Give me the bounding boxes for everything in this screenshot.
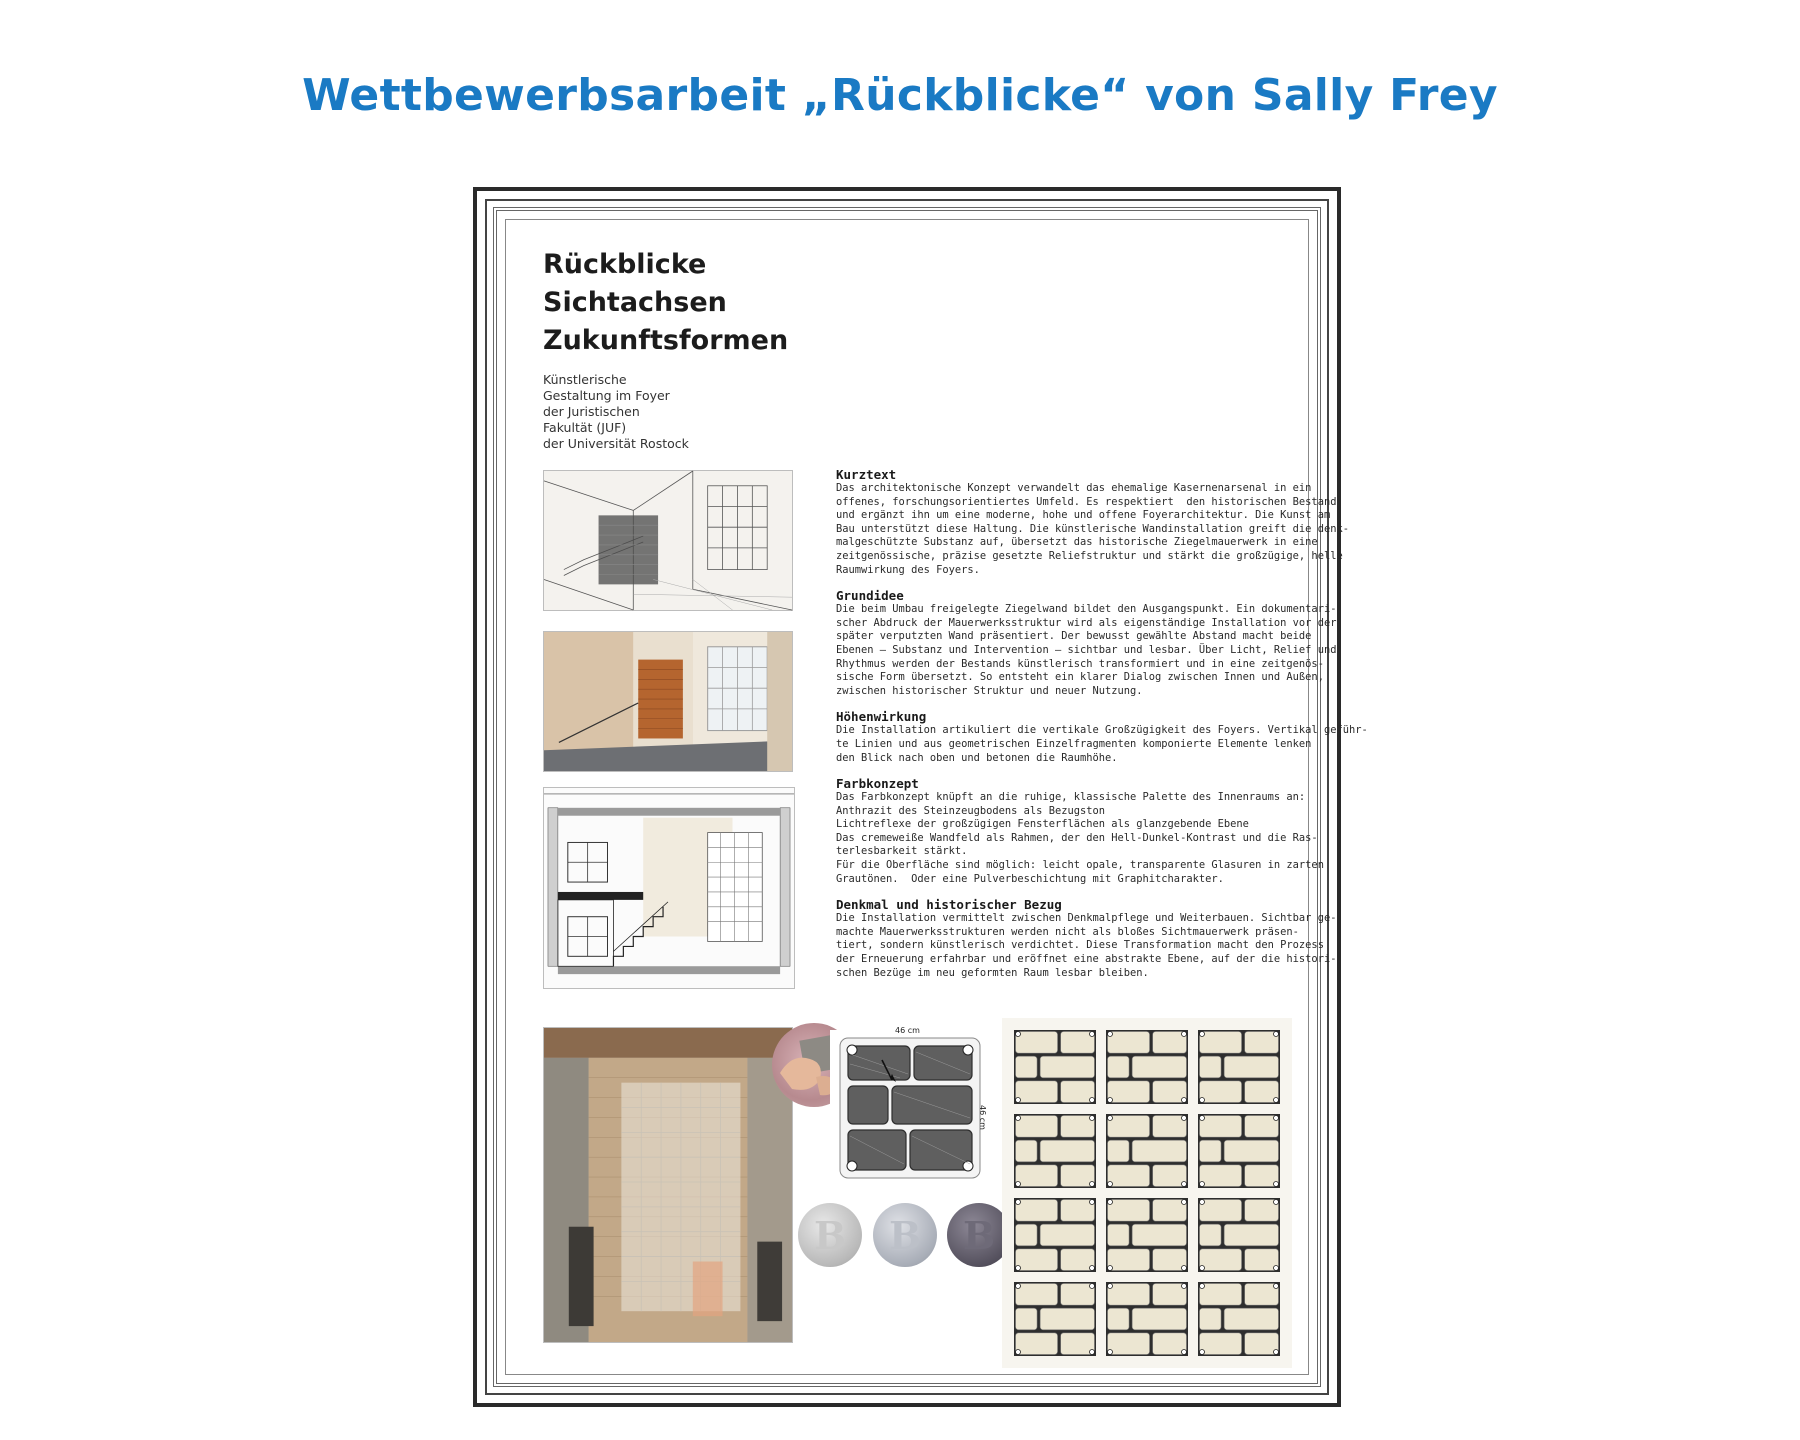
text-line: zwischen historischer Struktur und neuer Nutzung. [836, 684, 1143, 697]
text-line: machte Mauerwerksstrukturen werden nicht als bloßes Sichtmauerwerk präsen- [836, 925, 1299, 938]
text-section-farbkonzept [836, 776, 1324, 886]
text-line: der Erneuerung erfahrbar und eröffnet eine abstrakte Ebene, auf der die histori- [836, 953, 1337, 966]
text-line: Die Installation vermittelt zwischen Denkmalpflege und Weiterbauen. Sichtbar ge- [836, 912, 1337, 925]
text-line: malgeschützte Substanz auf, übersetzt das historische Ziegelmauerwerk in eine [836, 536, 1318, 549]
text-line: offenes, forschungsorientiertes Umfeld. Es respektiert den historischen Bestand [836, 495, 1337, 508]
tile-height-label: 46 cm [978, 1105, 987, 1130]
brick-tile [1014, 1282, 1096, 1356]
brick-tile [1198, 1282, 1280, 1356]
text-line: Das architektonische Konzept verwandelt das ehemalige Kasernenarsenal in ein [836, 482, 1312, 494]
text-line: te Linien und aus geometrischen Einzelfragmenten komponierte Elemente lenken [836, 737, 1312, 750]
text-line: Grautönen. Oder eine Pulverbeschichtung mit Graphitcharakter. [836, 872, 1224, 885]
relief-tile-image [830, 1030, 990, 1190]
text-section-kurztext [836, 467, 1349, 577]
text-line: sische Form übersetzt. So entsteht ein klarer Dialog zwischen Innen und Außen, [836, 671, 1324, 684]
section-drawing-image [543, 787, 795, 989]
poster-headline [543, 246, 788, 360]
poster-subtitle [543, 372, 689, 452]
text-line: Für die Oberfläche sind möglich: leicht opale, transparente Glasuren in zarten [836, 859, 1324, 872]
subtitle-line: Künstlerische [543, 372, 627, 387]
foyer-sketch-image [543, 470, 793, 611]
text-line: den Blick nach oben und betonen die Raumhöhe. [836, 751, 1118, 764]
brick-tile [1198, 1198, 1280, 1272]
brick-wall-photo [543, 1027, 793, 1343]
tile-width-label: 46 cm [895, 1026, 920, 1035]
text-section-hoehenwirkung [836, 709, 1368, 765]
text-line: Bau unterstützt diese Haltung. Die künstlerische Wandinstallation greift die denk- [836, 522, 1349, 535]
text-line: scher Abdruck der Mauerwerksstruktur wird als eigenständige Installation vor der [836, 616, 1337, 629]
brick-tile [1014, 1030, 1096, 1104]
section-heading: Farbkonzept [836, 776, 919, 792]
headline-line: Sichtachsen [543, 287, 727, 318]
text-line: Ebenen – Substanz und Intervention – sichtbar und lesbar. Über Licht, Relief und [836, 643, 1337, 656]
text-line: Die beim Umbau freigelegte Ziegelwand bildet den Ausgangspunkt. Ein dokumentari- [836, 603, 1337, 616]
brick-tile [1106, 1282, 1188, 1356]
text-line: später verputzten Wand präsentiert. Der bewusst gewählte Abstand macht beide [836, 630, 1312, 643]
text-line: Die Installation artikuliert die vertikale Großzügigkeit des Foyers. Vertikal geführ- [836, 724, 1368, 737]
text-line: schen Bezüge im neu geformten Raum lesbar bleiben. [836, 966, 1149, 979]
brick-tile [1014, 1114, 1096, 1188]
text-line: Rhythmus werden der Bestands künstlerisch transformiert und in eine zeitgenös- [836, 657, 1324, 670]
page-title: Wettbewerbsarbeit „Rückblicke“ von Sally Frey [302, 70, 1498, 121]
brick-tile [1106, 1114, 1188, 1188]
brick-tile [1198, 1114, 1280, 1188]
brick-tile [1106, 1198, 1188, 1272]
text-line: Anthrazit des Steinzeugbodens als Bezugston [836, 804, 1105, 817]
glaze-sample-anthracite: B [947, 1203, 1011, 1267]
text-line: und ergänzt ihn um eine moderne, hohe und offene Foyerarchitektur. Die Kunst am [836, 509, 1331, 522]
poster-text-column [836, 467, 1368, 991]
subtitle-line: der Juristischen [543, 404, 640, 419]
glaze-sample-light-grey: B [798, 1203, 862, 1267]
text-line: Lichtreflexe der großzügigen Fensterflächen als glanzgebende Ebene [836, 818, 1249, 831]
brick-tile [1106, 1030, 1188, 1104]
subtitle-line: Gestaltung im Foyer [543, 388, 670, 403]
text-line: terlesbarkeit stärkt. [836, 845, 968, 858]
glaze-sample-blue-grey: B [873, 1203, 937, 1267]
subtitle-line: Fakultät (JUF) [543, 420, 627, 435]
section-heading: Grundidee [836, 588, 904, 604]
text-line: tiert, sondern künstlerisch verdichtet. Diese Transformation macht den Prozess [836, 939, 1324, 952]
text-section-denkmal [836, 897, 1337, 980]
brick-tile [1198, 1030, 1280, 1104]
section-heading: Höhenwirkung [836, 709, 927, 725]
text-line: Raumwirkung des Foyers. [836, 563, 980, 576]
section-heading: Kurztext [836, 467, 897, 482]
text-section-grundidee [836, 588, 1337, 698]
brick-tile [1014, 1198, 1096, 1272]
text-line: Das Farbkonzept knüpft an die ruhige, klassische Palette des Innenraums an: [836, 791, 1306, 804]
text-line: Das cremeweiße Wandfeld als Rahmen, der den Hell-Dunkel-Kontrast und die Ras- [836, 831, 1318, 844]
text-line: zeitgenössische, präzise gesetzte Reliefstruktur und stärkt die großzügige, helle [836, 549, 1343, 562]
section-heading: Denkmal und historischer Bezug [836, 897, 1062, 913]
headline-line: Zukunftsformen [543, 325, 789, 356]
headline-line: Rückblicke [543, 249, 707, 280]
foyer-color-rendering-image [543, 631, 793, 772]
subtitle-line: der Universität Rostock [543, 436, 689, 451]
brick-tile-grid-image [1002, 1018, 1292, 1368]
